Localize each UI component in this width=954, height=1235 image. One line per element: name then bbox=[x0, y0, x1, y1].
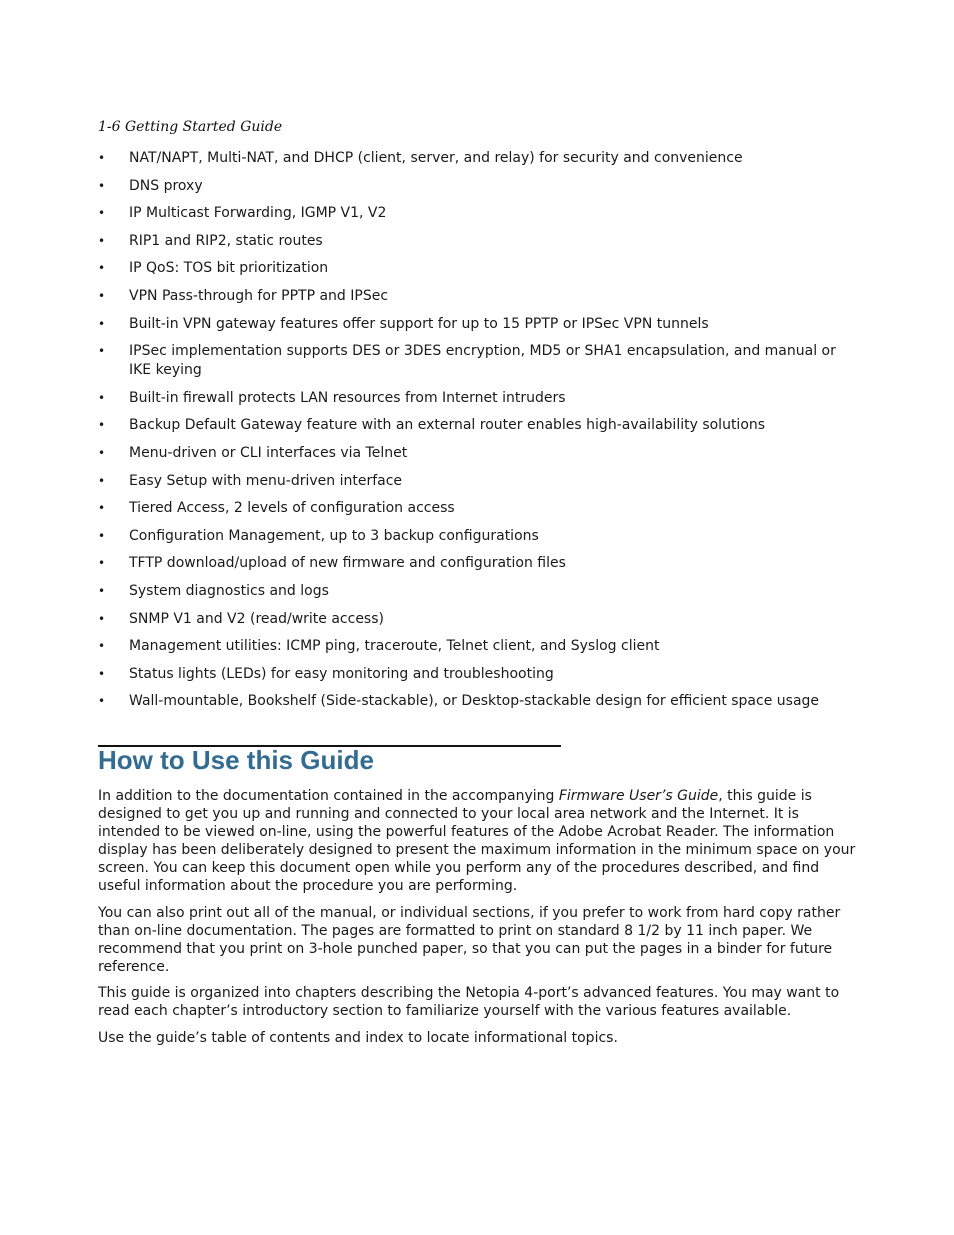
list-item-text: Easy Setup with menu-driven interface bbox=[129, 472, 403, 489]
paragraph bbox=[98, 787, 856, 895]
list-item-text: Status lights (LEDs) for easy monitoring and troubleshooting bbox=[129, 665, 554, 682]
list-item-text: IP Multicast Forwarding, IGMP V1, V2 bbox=[129, 205, 387, 222]
list-item bbox=[98, 444, 858, 463]
list-item-text: NAT/NAPT, Multi-NAT, and DHCP (client, server, and relay) for security and convenience bbox=[129, 150, 743, 166]
list-item bbox=[98, 582, 858, 601]
bullet-icon: • bbox=[98, 151, 106, 165]
bullet-icon: • bbox=[98, 288, 106, 303]
section-heading: How to Use this Guide bbox=[98, 745, 374, 775]
list-item bbox=[98, 389, 858, 408]
list-item-text: RIP1 and RIP2, static routes bbox=[129, 232, 323, 249]
list-item bbox=[98, 259, 858, 278]
list-item bbox=[98, 610, 858, 629]
bullet-icon: • bbox=[98, 206, 106, 221]
list-item bbox=[98, 637, 858, 656]
bullet-icon: • bbox=[98, 611, 106, 626]
bullet-icon: • bbox=[98, 261, 106, 276]
list-item-text: VPN Pass-through for PPTP and IPSec bbox=[129, 287, 389, 304]
list-item-text: Built-in firewall protects LAN resources from Internet intruders bbox=[129, 389, 566, 406]
list-item bbox=[98, 342, 858, 380]
list-item-text: TFTP download/upload of new firmware and configuration files bbox=[129, 555, 566, 572]
list-item bbox=[98, 287, 858, 306]
list-item bbox=[98, 416, 858, 435]
running-header: 1-6 Getting Started Guide bbox=[98, 119, 283, 135]
list-item-text: Tiered Access, 2 levels of configuration access bbox=[129, 500, 455, 517]
list-item-text: Built-in VPN gateway features offer support for up to 15 PPTP or IPSec VPN tunnels bbox=[129, 315, 709, 332]
list-item-text: Management utilities: ICMP ping, traceroute, Telnet client, and Syslog client bbox=[129, 638, 660, 655]
bullet-icon: • bbox=[98, 528, 106, 543]
paragraph: Use the guide’s table of contents and index to locate informational topics. bbox=[98, 1029, 618, 1046]
bullet-icon: • bbox=[98, 344, 106, 359]
bullet-icon: • bbox=[98, 390, 106, 405]
section-body bbox=[98, 787, 856, 1055]
book-title: Firmware User’s Guide bbox=[558, 788, 719, 804]
list-item-text: System diagnostics and logs bbox=[129, 582, 329, 599]
bullet-icon: • bbox=[98, 694, 106, 709]
list-item bbox=[98, 315, 858, 334]
bullet-icon: • bbox=[98, 556, 106, 571]
list-item bbox=[98, 149, 858, 168]
list-item bbox=[98, 554, 858, 573]
list-item-text: Wall-mountable, Bookshelf (Side-stackable), or Desktop-stackable design for efficient space usage bbox=[129, 693, 820, 710]
list-item-text: IPSec implementation supports DES or 3DES encryption, MD5 or SHA1 encapsulation, and manual or IKE keying bbox=[129, 343, 836, 379]
bullet-icon: • bbox=[98, 473, 106, 488]
list-item-text: Backup Default Gateway feature with an external router enables high-availability solutions bbox=[129, 417, 766, 434]
bullet-icon: • bbox=[98, 445, 106, 460]
paragraph-text: In addition to the documentation contained in the accompanying bbox=[98, 788, 559, 804]
list-item-text: Configuration Management, up to 3 backup configurations bbox=[129, 527, 539, 544]
list-item bbox=[98, 472, 858, 491]
bullet-icon: • bbox=[98, 639, 106, 654]
paragraph-text: , this guide is designed to get you up and running and connected to your local area network and the Internet. It is intended to be viewed on-line, using the powerful features of the Adobe Acrobat Reader. The information display has been deliberately designed to present the maximum information in the minimum space on your screen. You can keep this document open while you perform any of the procedures described, and find useful information about the procedure you are performing. bbox=[98, 788, 856, 894]
list-item bbox=[98, 527, 858, 546]
list-item-text: IP QoS: TOS bit prioritization bbox=[129, 260, 329, 277]
list-item bbox=[98, 177, 858, 196]
list-item-text: DNS proxy bbox=[129, 177, 203, 194]
bullet-icon: • bbox=[98, 178, 106, 193]
list-item-text: Menu-driven or CLI interfaces via Telnet bbox=[129, 444, 408, 461]
bullet-icon: • bbox=[98, 583, 106, 598]
paragraph: You can also print out all of the manual, or individual sections, if you prefer to work from hard copy rather than on-line documentation. The pages are formatted to print on standard 8 1/2 by 11 inch paper. We recommend that you print on 3-hole punched paper, so that you can put the pages in a binder for future reference. bbox=[98, 904, 841, 975]
list-item bbox=[98, 204, 858, 223]
bullet-icon: • bbox=[98, 418, 106, 433]
list-item bbox=[98, 232, 858, 251]
bullet-icon: • bbox=[98, 501, 106, 516]
list-item bbox=[98, 692, 858, 711]
paragraph: This guide is organized into chapters describing the Netopia 4-port’s advanced features. You may want to read each chapter’s introductory section to familiarize yourself with the various features available. bbox=[98, 985, 840, 1019]
list-item bbox=[98, 499, 858, 518]
bullet-icon: • bbox=[98, 666, 106, 681]
bullet-icon: • bbox=[98, 316, 106, 331]
bullet-icon: • bbox=[98, 233, 106, 248]
list-item-text: SNMP V1 and V2 (read/write access) bbox=[129, 610, 384, 627]
list-item bbox=[98, 665, 858, 684]
feature-list bbox=[98, 149, 858, 720]
